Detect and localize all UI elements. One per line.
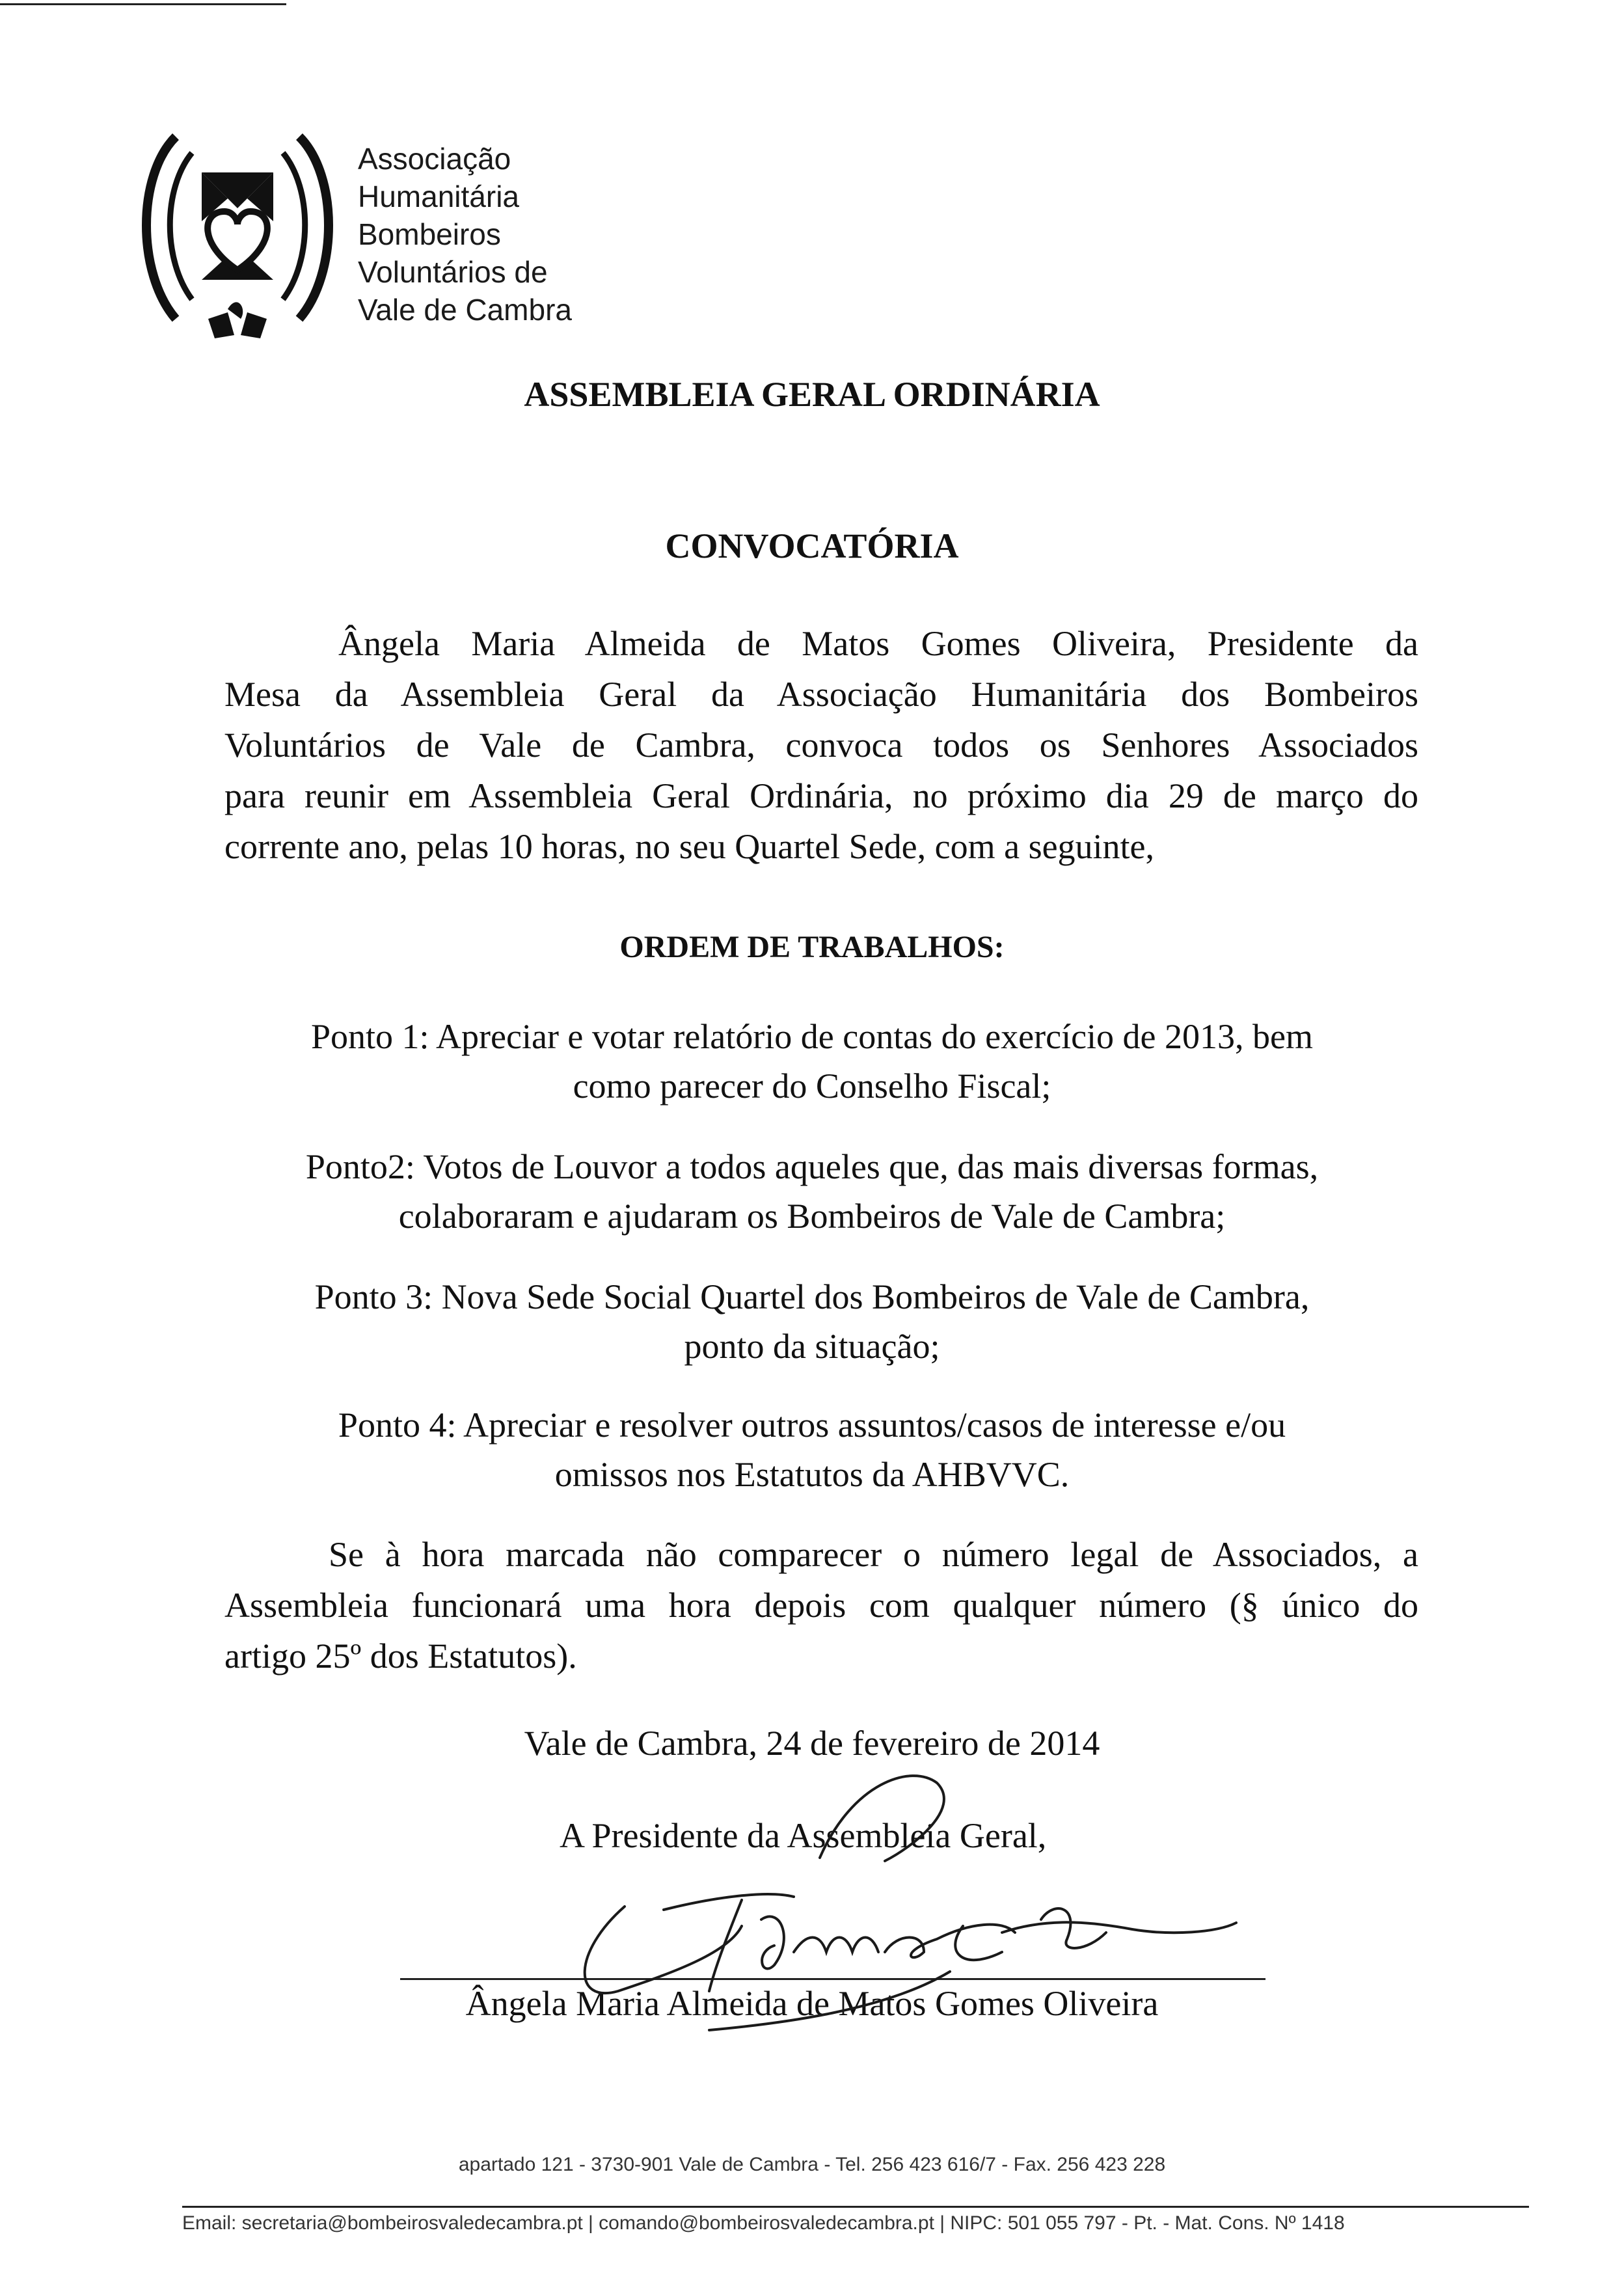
agenda-item-line: Ponto 1: Apreciar e votar relatório de contas do exercício de 2013, bem [311,1017,1313,1056]
agenda-item-line: colaboraram e ajudaram os Bombeiros de Vale de Cambra; [398,1197,1226,1236]
organization-name-line: Voluntários de [358,255,548,289]
handwritten-signature [547,1757,1275,2043]
document-subtitle: CONVOCATÓRIA [665,526,959,565]
intro-line: corrente ano, pelas 10 horas, no seu Quartel Sede, com a seguinte, [224,827,1155,866]
organization-name-line: Bombeiros [358,217,501,251]
agenda-title: ORDEM DE TRABALHOS: [619,930,1005,964]
fire-brigade-heart-emblem-icon [130,124,345,358]
agenda-item-line: Ponto2: Votos de Louvor a todos aqueles que, das mais diversas formas, [305,1147,1319,1186]
organization-name-line: Vale de Cambra [358,293,572,327]
organization-name [358,140,572,329]
footer-contacts: Email: secretaria@bombeirosvaledecambra.pt | comando@bombeirosvaledecambra.pt | NIPC: 501 055 797 - Pt. - Mat. Cons. Nº 1418 [182,2212,1345,2234]
organization-name-line: Associação [358,142,511,176]
agenda-item-line: como parecer do Conselho Fiscal; [573,1066,1051,1106]
closing-line: Assembleia funcionará uma hora depois com qualquer número (§ único do [224,1586,1418,1625]
agenda-item-line: Ponto 4: Apreciar e resolver outros assuntos/casos de interesse e/ou [338,1405,1286,1445]
agenda-item-line: ponto da situação; [684,1327,940,1366]
footer-address: apartado 121 - 3730-901 Vale de Cambra - Tel. 256 423 616/7 - Fax. 256 423 228 [458,2154,1166,2175]
agenda-item-line: Ponto 3: Nova Sede Social Quartel dos Bombeiros de Vale de Cambra, [314,1277,1310,1316]
signatory-role: A Presidente da Assembleia Geral, [560,1816,1047,1855]
footer-divider [182,2206,1529,2208]
organization-name-line: Humanitária [358,180,519,213]
agenda-item-line: omissos nos Estatutos da AHBVVC. [554,1455,1070,1494]
intro-line: Ângela Maria Almeida de Matos Gomes Oliveira, Presidente da [338,624,1418,663]
closing-paragraph [224,1529,1418,1681]
agenda-item [0,1400,1624,1499]
document-title: ASSEMBLEIA GERAL ORDINÁRIA [524,375,1100,414]
place-date: Vale de Cambra, 24 de fevereiro de 2014 [524,1724,1100,1763]
top-edge-line [0,3,286,5]
intro-line: Mesa da Assembleia Geral da Associação Humanitária dos Bombeiros [224,675,1418,714]
intro-paragraph [224,618,1418,872]
intro-line: Voluntários de Vale de Cambra, convoca todos os Senhores Associados [224,726,1418,765]
agenda-item [0,1272,1624,1371]
agenda-item [0,1012,1624,1111]
closing-line: artigo 25º dos Estatutos). [224,1636,577,1676]
agenda-item [0,1142,1624,1241]
intro-line: para reunir em Assembleia Geral Ordinária, no próximo dia 29 de março do [224,776,1418,815]
signatory-name: Ângela Maria Almeida de Matos Gomes Oliveira [465,1984,1159,2023]
closing-line: Se à hora marcada não comparecer o número legal de Associados, a [329,1535,1418,1574]
